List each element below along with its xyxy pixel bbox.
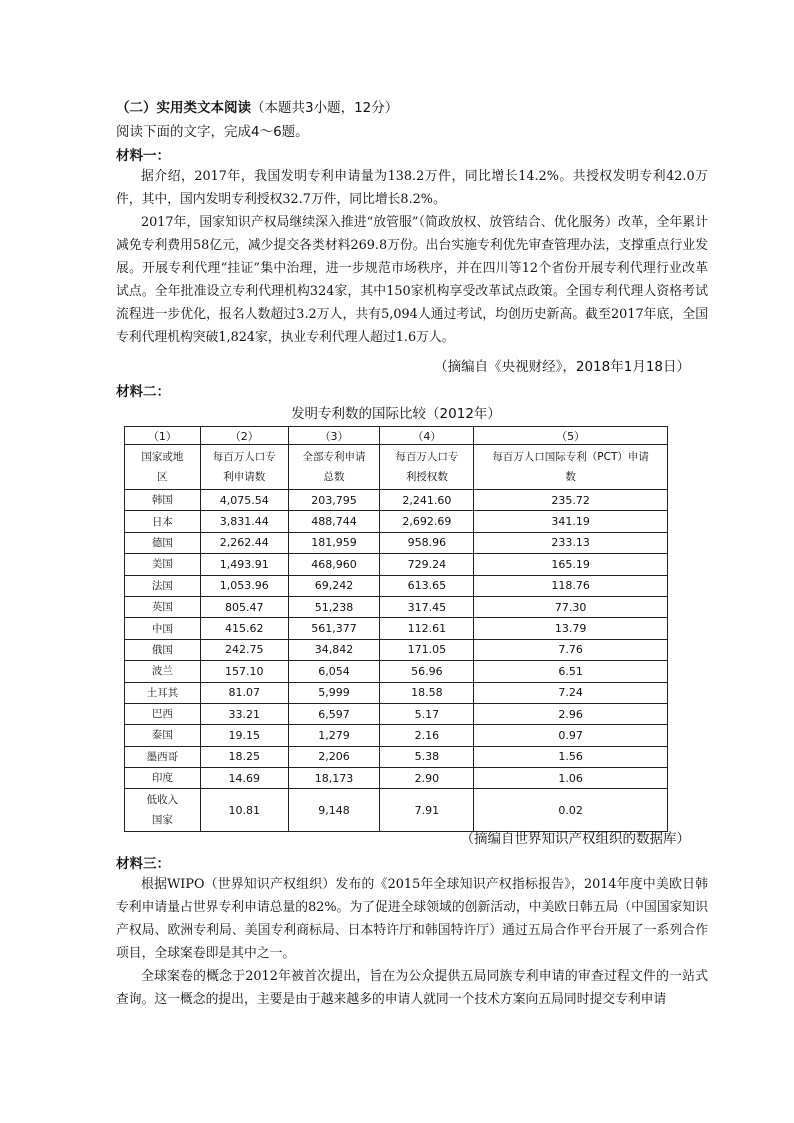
country-name: 低收入国家: [146, 794, 179, 827]
value-cell: 3,831.44: [200, 511, 288, 532]
column-header-text: 每百万人口国际专利（PCT）申请数: [492, 451, 649, 483]
column-index: （1）: [125, 427, 201, 445]
section-heading-note: （本题共3小题，12分）: [251, 100, 399, 116]
table-row: [125, 768, 668, 789]
value-cell: 2,206: [288, 746, 380, 767]
value-cell: 468,960: [288, 554, 380, 575]
country-cell: 巴西: [125, 703, 201, 724]
patent-comparison-table: [124, 426, 668, 832]
material1-source: （摘编自《央视财经》，2018年1月18日）: [434, 359, 690, 375]
material3-paragraph-2: 全球案卷的概念于2012年被首次提出，旨在为公众提供五局同族专利申请的审查过程文件的一站式查询。这一概念的提出，主要是由于越来越多的申请人就同一个技术方案向五局同时提交专利申请: [116, 969, 708, 1007]
value-cell: 958.96: [380, 532, 474, 553]
value-cell: 242.75: [200, 639, 288, 660]
value-cell: 613.65: [380, 575, 474, 596]
country-cell: 泰国: [125, 725, 201, 746]
table-row: [125, 661, 668, 682]
column-header-text: 国家或地区: [141, 451, 184, 483]
value-cell: 51,238: [288, 596, 380, 617]
country-cell: 中国: [125, 618, 201, 639]
country-cell: 波兰: [125, 661, 201, 682]
material3-paragraph-1: 根据WIPO（世界知识产权组织）发布的《2015年全球知识产权指标报告》，2014年度中美欧日韩专利申请量占世界专利申请总量的82%。为了促进全球领域的创新活动，中美欧日韩五局（中国国家知识产权局、欧洲专利局、美国专利商标局、日本特许厅和韩国特许厅）通过五局合作平台开展了一系列合作项目，全球案卷即是其中之一。: [116, 877, 708, 961]
value-cell: 7.76: [474, 639, 668, 660]
value-cell: 34,842: [288, 639, 380, 660]
column-index: （5）: [474, 427, 668, 445]
value-cell: 2.16: [380, 725, 474, 746]
country-cell: 印度: [125, 768, 201, 789]
value-cell: 7.24: [474, 682, 668, 703]
country-cell: 俄国: [125, 639, 201, 660]
value-cell: 415.62: [200, 618, 288, 639]
country-cell: 土耳其: [125, 682, 201, 703]
table-row: [125, 725, 668, 746]
value-cell: 165.19: [474, 554, 668, 575]
value-cell: 341.19: [474, 511, 668, 532]
value-cell: 157.10: [200, 661, 288, 682]
value-cell: 5.38: [380, 746, 474, 767]
value-cell: 561,377: [288, 618, 380, 639]
value-cell: 1.56: [474, 746, 668, 767]
column-index-row: [125, 427, 668, 445]
table-row: [125, 682, 668, 703]
material1-paragraph-1: 据介绍，2017年，我国发明专利申请量为138.2万件，同比增长14.2%。共授权发明专利42.0万件，其中，国内发明专利授权32.7万件，同比增长8.2%。: [116, 169, 708, 207]
country-cell: 美国: [125, 554, 201, 575]
country-cell: 法国: [125, 575, 201, 596]
value-cell: 13.79: [474, 618, 668, 639]
country-cell: [125, 789, 201, 832]
value-cell: 112.61: [380, 618, 474, 639]
column-header: [200, 445, 288, 490]
value-cell: 171.05: [380, 639, 474, 660]
material2-source: （摘编自世界知识产权组织的数据库）: [460, 831, 690, 847]
value-cell: 6,597: [288, 703, 380, 724]
value-cell: 18,173: [288, 768, 380, 789]
column-header: [288, 445, 380, 490]
table-title: 发明专利数的国际比较（2012年）: [291, 406, 501, 422]
table-row: [125, 703, 668, 724]
country-cell: 日本: [125, 511, 201, 532]
value-cell: 77.30: [474, 596, 668, 617]
table-row: [125, 575, 668, 596]
value-cell: 2,241.60: [380, 490, 474, 511]
value-cell: 2.96: [474, 703, 668, 724]
table-row: [125, 789, 668, 832]
column-header-text: 每百万人口专利授权数: [395, 451, 459, 483]
column-index: （3）: [288, 427, 380, 445]
value-cell: 235.72: [474, 490, 668, 511]
value-cell: 9,148: [288, 789, 380, 832]
value-cell: 4,075.54: [200, 490, 288, 511]
value-cell: 181,959: [288, 532, 380, 553]
value-cell: 317.45: [380, 596, 474, 617]
value-cell: 233.13: [474, 532, 668, 553]
value-cell: 14.69: [200, 768, 288, 789]
column-header-text: 每百万人口专利申请数: [212, 451, 276, 483]
value-cell: 2.90: [380, 768, 474, 789]
column-index: （2）: [200, 427, 288, 445]
material2-title: 材料二：: [116, 384, 170, 400]
value-cell: 1,279: [288, 725, 380, 746]
table-row: [125, 490, 668, 511]
country-cell: 德国: [125, 532, 201, 553]
value-cell: 10.81: [200, 789, 288, 832]
value-cell: 118.76: [474, 575, 668, 596]
table-row: [125, 618, 668, 639]
section-heading-title: （二）实用类文本阅读: [116, 100, 251, 116]
value-cell: 488,744: [288, 511, 380, 532]
table-row: [125, 554, 668, 575]
value-cell: 1.06: [474, 768, 668, 789]
column-header: [125, 445, 201, 490]
value-cell: 5,999: [288, 682, 380, 703]
value-cell: 69,242: [288, 575, 380, 596]
value-cell: 19.15: [200, 725, 288, 746]
value-cell: 6,054: [288, 661, 380, 682]
value-cell: 203,795: [288, 490, 380, 511]
value-cell: 1,493.91: [200, 554, 288, 575]
value-cell: 7.91: [380, 789, 474, 832]
country-cell: 韩国: [125, 490, 201, 511]
material1-paragraph-2: 2017年，国家知识产权局继续深入推进“放管服”（简政放权、放管结合、优化服务）改革，全年累计减免专利费用58亿元，减少提交各类材料269.8万份。出台实施专利优先审查管理办法，支撑重点行业发展。开展专利代理“挂证”集中治理，进一步规范市场秩序，并在四川等12个省份开展专利代理行业改革试点。全年批准设立专利代理机构324家，其中150家机构享受改革试点政策。全国专利代理人资格考试流程进一步优化，报名人数超过3.2万人，共有5,094人通过考试，均创历史新高。截至2017年底，全国专利代理机构突破1,824家，执业专利代理人超过1.6万人。: [116, 215, 708, 345]
material3-title: 材料三：: [116, 856, 170, 872]
value-cell: 2,692.69: [380, 511, 474, 532]
value-cell: 0.02: [474, 789, 668, 832]
table-row: [125, 639, 668, 660]
table-body: [125, 490, 668, 832]
country-cell: 墨西哥: [125, 746, 201, 767]
section-heading: [116, 96, 398, 116]
column-header: [474, 445, 668, 490]
value-cell: 729.24: [380, 554, 474, 575]
header-row: [125, 445, 668, 490]
value-cell: 0.97: [474, 725, 668, 746]
value-cell: 33.21: [200, 703, 288, 724]
value-cell: 18.58: [380, 682, 474, 703]
value-cell: 81.07: [200, 682, 288, 703]
value-cell: 2,262.44: [200, 532, 288, 553]
table-row: [125, 532, 668, 553]
value-cell: 805.47: [200, 596, 288, 617]
table-row: [125, 511, 668, 532]
value-cell: 5.17: [380, 703, 474, 724]
value-cell: 18.25: [200, 746, 288, 767]
table-row: [125, 596, 668, 617]
material1-title: 材料一：: [116, 148, 170, 164]
table-row: [125, 746, 668, 767]
value-cell: 56.96: [380, 661, 474, 682]
column-index: （4）: [380, 427, 474, 445]
value-cell: 1,053.96: [200, 575, 288, 596]
value-cell: 6.51: [474, 661, 668, 682]
country-cell: 英国: [125, 596, 201, 617]
instruction: 阅读下面的文字，完成4～6题。: [116, 124, 309, 140]
column-header-text: 全部专利申请总数: [302, 451, 366, 483]
column-header: [380, 445, 474, 490]
